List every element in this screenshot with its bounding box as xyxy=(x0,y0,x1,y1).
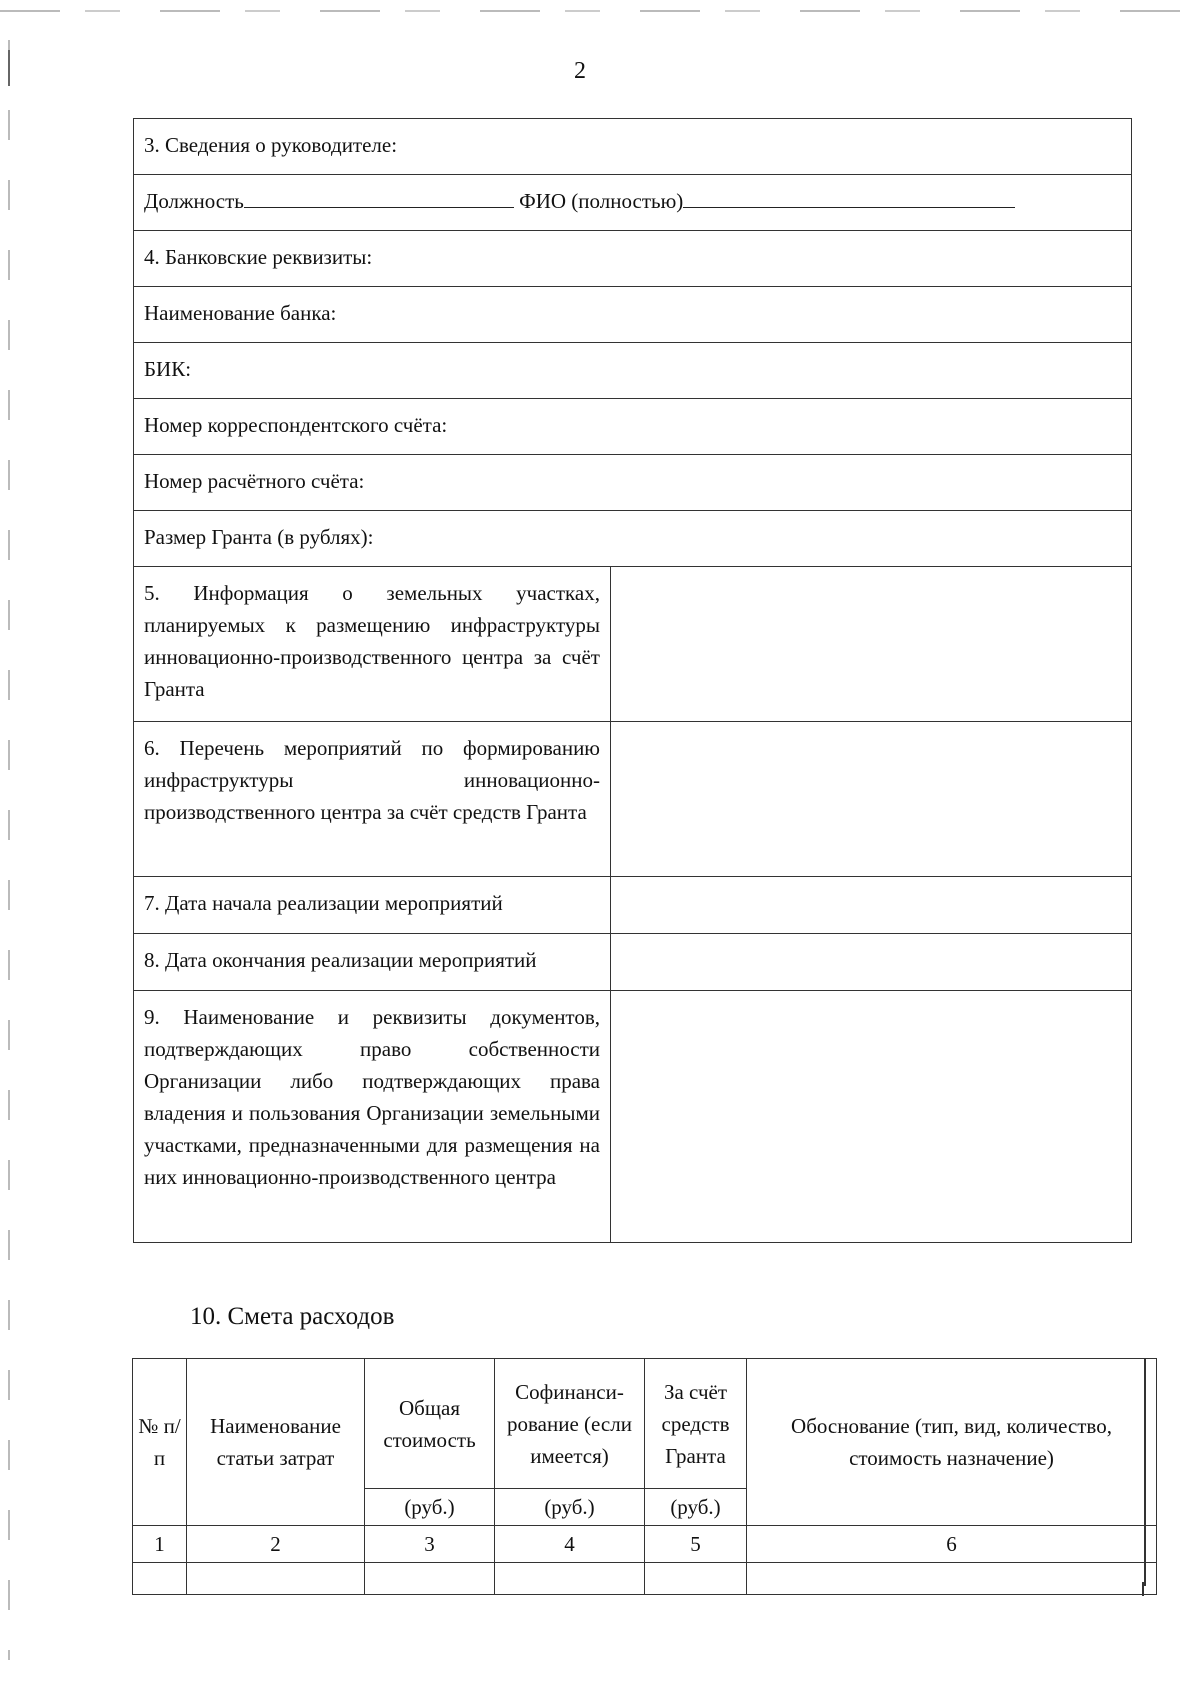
smeta-title: 10. Смета расходов xyxy=(190,1303,395,1330)
header-num: № п/п xyxy=(133,1359,187,1526)
item-value-7[interactable] xyxy=(611,877,1132,934)
header-grant: За счёт средств Гранта xyxy=(645,1359,747,1489)
section3-title: 3. Сведения о руководителе: xyxy=(134,119,1132,175)
item-row-6 xyxy=(134,722,1132,877)
smeta-double-border xyxy=(1144,1358,1146,1586)
cell-total[interactable] xyxy=(365,1563,495,1595)
settlement-account-field[interactable]: Номер расчётного счёта: xyxy=(134,455,1132,511)
scan-edge-left xyxy=(8,40,10,1660)
colnum-2: 2 xyxy=(187,1526,365,1563)
item-label-5: 5. Информация о земельных участках, планируемых к размещению инфраструктуры инновационно-производственного центра за счёт Гранта xyxy=(134,567,611,722)
position-label: Должность xyxy=(144,189,244,213)
item-value-9[interactable] xyxy=(611,991,1132,1243)
cell-name[interactable] xyxy=(187,1563,365,1595)
item-row-7 xyxy=(134,877,1132,934)
bank-name-field[interactable]: Наименование банка: xyxy=(134,287,1132,343)
smeta-header-row xyxy=(133,1359,1157,1489)
cell-cofin[interactable] xyxy=(495,1563,645,1595)
colnum-4: 4 xyxy=(495,1526,645,1563)
cell-grant[interactable] xyxy=(645,1563,747,1595)
header-name: Наименование статьи затрат xyxy=(187,1359,365,1526)
application-form-table xyxy=(133,118,1132,1243)
corr-account-field[interactable]: Номер корреспондентского счёта: xyxy=(134,399,1132,455)
scan-edge-top xyxy=(0,10,1200,12)
colnum-3: 3 xyxy=(365,1526,495,1563)
director-row xyxy=(134,175,1132,231)
page-number: 2 xyxy=(574,58,586,84)
section3-title-row xyxy=(134,119,1132,175)
unit-cofin: (руб.) xyxy=(495,1489,645,1526)
header-total: Общая стоимость xyxy=(365,1359,495,1489)
item-value-6[interactable] xyxy=(611,722,1132,877)
item-label-6: 6. Перечень мероприятий по формированию инфраструктуры инновационно- производственного центра за счёт средств Гранта xyxy=(134,722,611,877)
section4-title-row xyxy=(134,231,1132,287)
item-row-8 xyxy=(134,934,1132,991)
item-value-5[interactable] xyxy=(611,567,1132,722)
item-row-9 xyxy=(134,991,1132,1243)
position-field[interactable] xyxy=(244,185,514,208)
smeta-empty-row xyxy=(133,1563,1157,1595)
fio-label: ФИО (полностью) xyxy=(519,189,684,213)
grant-size-field[interactable]: Размер Гранта (в рублях): xyxy=(134,511,1132,567)
item-value-8[interactable] xyxy=(611,934,1132,991)
smeta-colnum-row xyxy=(133,1526,1157,1563)
cell-justification[interactable] xyxy=(747,1563,1157,1595)
item-label-7: 7. Дата начала реализации мероприятий xyxy=(134,877,611,934)
item-label-8: 8. Дата окончания реализации мероприятий xyxy=(134,934,611,991)
fio-field[interactable] xyxy=(683,185,1015,208)
cell-num[interactable] xyxy=(133,1563,187,1595)
scan-edge-mark xyxy=(8,50,10,86)
colnum-5: 5 xyxy=(645,1526,747,1563)
colnum-6: 6 xyxy=(747,1526,1157,1563)
item-row-5 xyxy=(134,567,1132,722)
bik-field[interactable]: БИК: xyxy=(134,343,1132,399)
unit-total: (руб.) xyxy=(365,1489,495,1526)
colnum-1: 1 xyxy=(133,1526,187,1563)
header-justification: Обоснование (тип, вид, количество, стоимость назначение) xyxy=(747,1359,1157,1526)
unit-grant: (руб.) xyxy=(645,1489,747,1526)
smeta-table xyxy=(132,1358,1157,1595)
smeta-border-tick xyxy=(1142,1582,1144,1596)
header-cofin: Софинанси-рование (если имеется) xyxy=(495,1359,645,1489)
item-label-9: 9. Наименование и реквизиты документов, подтверждающих право собственности Организации либо подтверждающих права владения и пользования Организации земельными участками, предназначенными для размещения на них инновационно-производственного центра xyxy=(134,991,611,1243)
director-fields xyxy=(134,175,1132,231)
section4-title: 4. Банковские реквизиты: xyxy=(134,231,1132,287)
